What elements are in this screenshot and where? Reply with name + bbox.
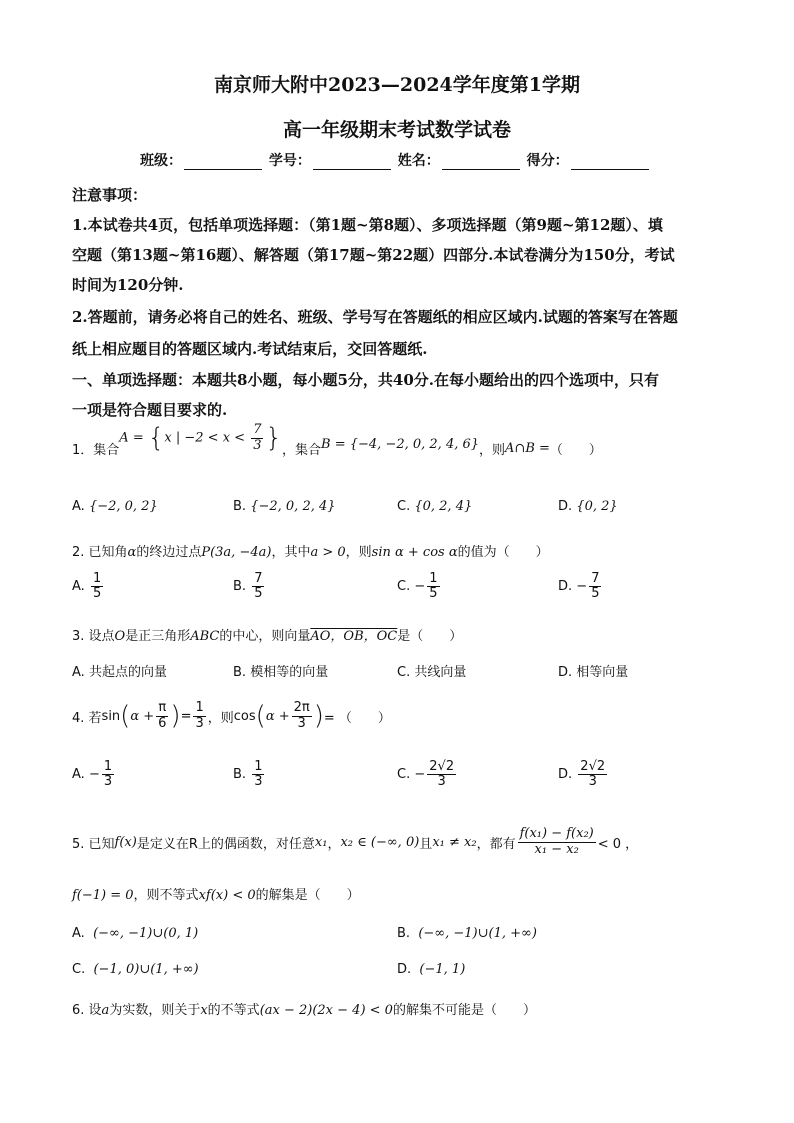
q5-option-b[interactable]: B. (−∞, −1)∪(1, +∞) — [397, 926, 537, 941]
exam-subtitle: 高一年级期末考试数学试卷 — [282, 119, 511, 141]
q1-set-b: B = {−4, −2, 0, 2, 4, 6} — [321, 436, 480, 452]
q2-option-b[interactable]: B. $\frac{7}{5}$ — [233, 571, 263, 602]
q5-option-d[interactable]: D. (−1, 1) — [397, 962, 466, 977]
info-fields — [140, 150, 651, 170]
q4-option-b[interactable]: B. $\frac{1}{3}$ — [233, 759, 263, 790]
section-heading-line-1: 一、单项选择题：本题共8小题，每小题5分，共40分.在每小题给出的四个选项中，只有 — [72, 371, 659, 389]
id-label: 学号： — [268, 153, 311, 169]
q1-text-a: 集合 — [93, 442, 120, 458]
q5-option-c[interactable]: C. (−1, 0)∪(1, +∞) — [72, 962, 199, 977]
score-blank[interactable] — [571, 155, 649, 170]
q1-option-b[interactable]: B. {−2, 0, 2, 4} — [233, 499, 336, 514]
question-1 — [72, 422, 602, 468]
question-2: 2. 已知角α的终边过点P(3a, −4a)，其中a > 0，则sin α + cos α的值为（ ） — [72, 545, 549, 560]
q1-number: 1． — [72, 442, 94, 458]
note-1-line-2: 空题（第13题~第16题）、解答题（第17题~第22题）四部分.本试卷满分为150分，考试 — [72, 246, 675, 264]
q4-option-a[interactable]: A. − $\frac{1}{3}$ — [72, 759, 113, 790]
q1-intersection: A∩B = — [505, 440, 550, 456]
note-1-line-3: 时间为120分钟. — [72, 276, 184, 294]
q2-option-d[interactable]: D. − $\frac{7}{5}$ — [558, 571, 600, 602]
notes-heading: 注意事项： — [72, 186, 148, 204]
question-5-line-2: f(−1) = 0，则不等式xf(x) < 0的解集是（ ） — [72, 888, 360, 903]
note-2-line-2: 纸上相应题目的答题区域内.考试结束后，交回答题纸. — [72, 340, 428, 358]
q2-option-a[interactable]: A. $\frac{1}{5}$ — [72, 571, 102, 602]
score-label: 得分： — [526, 153, 569, 169]
note-1-line-1: 1.本试卷共4页，包括单项选择题：（第1题~第8题）、多项选择题（第9题~第12题）、填 — [72, 216, 663, 234]
question-6: 6. 设a为实数，则关于x的不等式(ax − 2)(2x − 4) < 0的解集不可能是（ ） — [72, 1003, 536, 1018]
exam-title: 南京师大附中2023—2024学年度第1学期 — [214, 74, 580, 96]
q1-set-a: A = {x | −2 < x < $\frac{7}{3}$ } — [119, 422, 283, 453]
q4-option-c[interactable]: C. − $\frac{2√2}{3}$ — [397, 759, 455, 790]
q3-option-d[interactable]: D. 相等向量 — [558, 665, 629, 680]
q1-option-c[interactable]: C. {0, 2, 4} — [397, 499, 473, 514]
q1-text-c: ，则 — [479, 442, 506, 458]
q1-text-b: ，集合 — [282, 442, 322, 458]
name-label: 姓名： — [397, 153, 440, 169]
class-blank[interactable] — [184, 155, 262, 170]
name-blank[interactable] — [442, 155, 520, 170]
q5-option-a[interactable]: A. (−∞, −1)∪(0, 1) — [72, 926, 199, 941]
q2-option-c[interactable]: C. − $\frac{1}{5}$ — [397, 571, 438, 602]
q3-option-b[interactable]: B. 模相等的向量 — [233, 665, 329, 680]
q1-option-a[interactable]: A. {−2, 0, 2} — [72, 499, 158, 514]
q3-option-a[interactable]: A. 共起点的向量 — [72, 665, 167, 680]
question-4: 4. 若 sin ( α + $\frac{\pi}{6}$ ) = $\frac{1}{3}$ ，则 cos ( α + $\frac{2\pi}{3}$ ) = （ ） — [72, 700, 391, 731]
q1-option-d[interactable]: D. {0, 2} — [558, 499, 618, 514]
note-2-line-1: 2.答题前，请务必将自己的姓名、班级、学号写在答题纸的相应区域内.试题的答案写在答题 — [72, 308, 678, 326]
class-label: 班级： — [140, 153, 182, 169]
question-3: 3. 设点O是正三角形ABC的中心，则向量AO，OB，OC是（ ） — [72, 629, 463, 644]
q3-option-c[interactable]: C. 共线向量 — [397, 665, 467, 680]
q1-paren: （ ） — [549, 442, 602, 458]
section-heading-line-2: 一项是符合题目要求的. — [72, 401, 228, 419]
question-5: 5. 已知 f(x) 是定义在R上的偶函数，对任意 x₁ ， x₂ ∈ (−∞, 0) 且 x₁ ≠ x₂ ，都有 $\frac{\text{f(x₁) − f(x₂)}}{\text{x₁ − x₂}}$ < 0 ， — [72, 826, 639, 857]
q4-option-d[interactable]: D. $\frac{2√2}{3}$ — [558, 759, 606, 790]
id-blank[interactable] — [313, 155, 391, 170]
q3-vectors: AO，OB，OC — [310, 629, 398, 644]
